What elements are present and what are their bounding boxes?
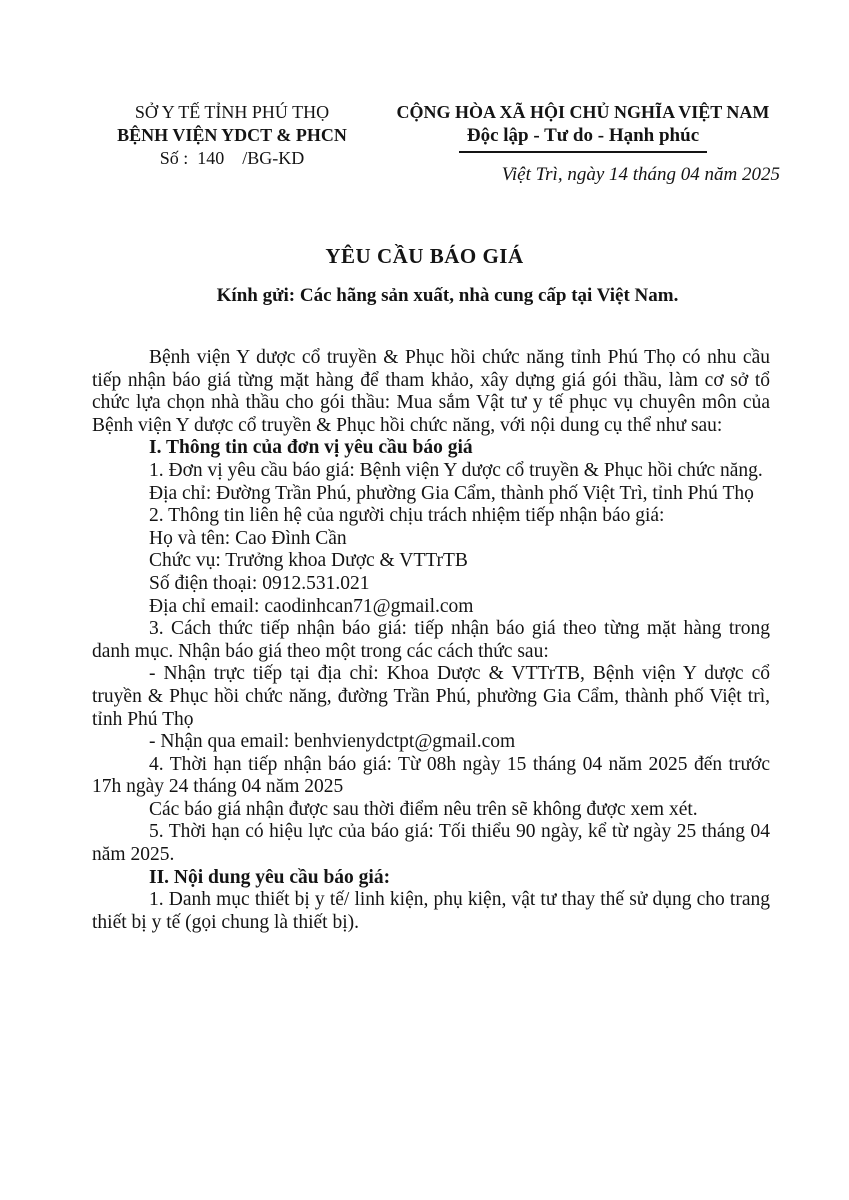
contact-heading-line: 2. Thông tin liên hệ của người chịu trách nhiệm tiếp nhận báo giá:: [149, 505, 665, 527]
validity-line: 5. Thời hạn có hiệu lực của báo giá: Tối thiểu 90 ngày, kể từ ngày 25 tháng 04 năm 2025.: [92, 821, 770, 866]
issuing-authority-block: [82, 101, 382, 170]
section-1-heading: I. Thông tin của đơn vị yêu cầu báo giá: [149, 437, 473, 459]
national-header-block: [386, 101, 780, 186]
address-line: Địa chỉ: Đường Trần Phú, phường Gia Cẩm, thành phố Việt Trì, tỉnh Phú Thọ: [149, 482, 754, 504]
method-direct-line: - Nhận trực tiếp tại địa chỉ: Khoa Dược & VTTrTB, Bệnh viện Y dược cổ truyền & Phục hồi chức năng, đường Trần Phú, phường Gia Cẩm, thành phố Việt trì, tỉnh Phú Thọ: [92, 663, 770, 730]
national-motto-wrap: [386, 124, 780, 153]
intro-paragraph: Bệnh viện Y dược cổ truyền & Phục hồi chức năng tỉnh Phú Thọ có nhu cầu tiếp nhận báo giá từng mặt hàng để tham khảo, xây dựng giá gói thầu, làm cơ sở tổ chức lựa chọn nhà thầu cho gói thầu: Mua sắm Vật tư y tế phục vụ chuyên môn của Bệnh viện Y dược cổ truyền & Phục hồi chức năng, với nội dung cụ thể như sau:: [92, 347, 770, 436]
method-email-line: - Nhận qua email: benhvienydctpt@gmail.com: [149, 731, 516, 753]
contact-position-line: Chức vụ: Trưởng khoa Dược & VTTrTB: [149, 550, 468, 572]
document-body: [92, 347, 770, 934]
national-motto: Độc lập - Tư do - Hạnh phúc: [459, 124, 707, 153]
section-2-heading: II. Nội dung yêu cầu báo giá:: [149, 866, 391, 888]
requesting-unit-line: 1. Đơn vị yêu cầu báo giá: Bệnh viện Y dược cổ truyền & Phục hồi chức năng.: [149, 459, 763, 481]
document-header: [0, 0, 849, 186]
contact-email-line: Địa chỉ email: caodinhcan71@gmail.com: [149, 595, 474, 617]
deadline-line: 4. Thời hạn tiếp nhận báo giá: Từ 08h ngày 15 tháng 04 năm 2025 đến trước 17h ngày 24 tháng 04 năm 2025: [92, 753, 770, 798]
salutation-line: Kính gửi: Các hãng sản xuất, nhà cung cấp tại Việt Nam.: [216, 285, 679, 306]
department-name: SỞ Y TẾ TỈNH PHÚ THỌ: [134, 102, 330, 122]
late-quote-note-line: Các báo giá nhận được sau thời điểm nêu trên sẽ không được xem xét.: [149, 798, 698, 820]
equipment-list-line: 1. Danh mục thiết bị y tế/ linh kiện, phụ kiện, vật tư thay thế sử dụng cho trang thiết bị y tế (gọi chung là thiết bị).: [92, 889, 770, 933]
contact-name-line: Họ và tên: Cao Đình Cần: [149, 527, 347, 549]
place-and-date: Việt Trì, ngày 14 tháng 04 năm 2025: [501, 164, 780, 185]
national-title: CỘNG HÒA XÃ HỘI CHỦ NGHĨA VIỆT NAM: [396, 102, 770, 122]
receive-method-line: 3. Cách thức tiếp nhận báo giá: tiếp nhận báo giá theo từng mặt hàng trong danh mục. Nhận báo giá theo một trong các cách thức sau:: [92, 618, 770, 662]
document-number: Số : 140 /BG-KD: [159, 148, 305, 168]
organization-name: BỆNH VIỆN YDCT & PHCN: [117, 125, 347, 145]
contact-phone-line: Số điện thoại: 0912.531.021: [149, 572, 370, 594]
document-title: YÊU CẦU BÁO GIÁ: [325, 244, 524, 268]
